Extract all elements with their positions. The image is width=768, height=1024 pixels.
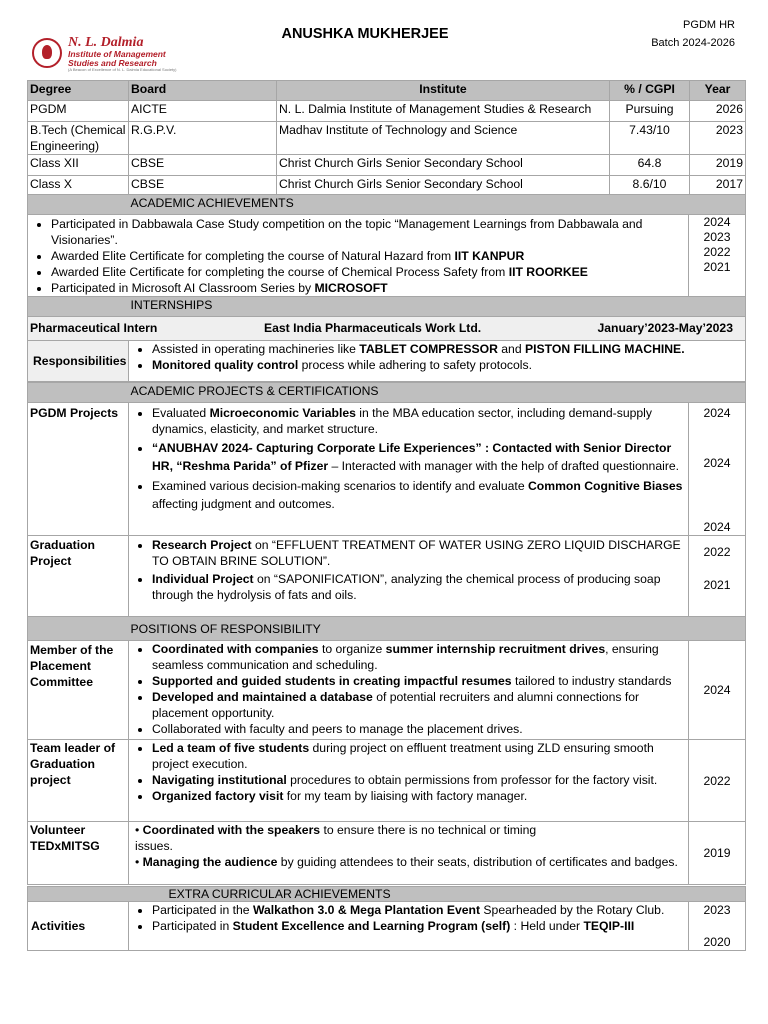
placement-list — [131, 641, 686, 737]
graduation-project-list — [131, 537, 686, 603]
pgdm-projects-cell — [129, 403, 689, 536]
col-score: % / CGPI — [610, 81, 690, 101]
year-label: 2022 — [703, 545, 731, 559]
year-label: 2024 — [703, 520, 731, 534]
team-leader-row — [28, 740, 746, 822]
activities-years — [689, 902, 746, 951]
internship-period: January’2023-May’2023 — [597, 321, 733, 335]
responsibilities-cell — [129, 341, 746, 382]
year-label: 2020 — [703, 935, 731, 949]
degree-cell: PGDM — [28, 101, 129, 122]
col-board: Board — [129, 81, 277, 101]
responsibilities-label: Responsibilities — [28, 341, 129, 382]
list-item: • Research Project on “EFFLUENT TREATMENT OF WATER USING ZERO LIQUID DISCHARGE TO OBTAIN BRINE SOLUTION”. — [152, 537, 686, 569]
institute-logo — [32, 35, 177, 72]
logo-title: N. L. Dalmia — [68, 35, 144, 50]
graduation-project-row — [28, 536, 746, 618]
board-cell: AICTE — [129, 101, 277, 122]
list-item: • Participated in Student Excellence and Learning Program (self) : Held under TEQIP-III — [152, 918, 686, 934]
flame-emblem-icon — [32, 38, 62, 68]
activities-row — [28, 902, 746, 951]
list-item: • Monitored quality control process while adhering to safety protocols. — [152, 357, 743, 373]
year-label: 2023 — [703, 903, 731, 917]
placement-year: 2024 — [689, 641, 746, 740]
batch-label: Batch 2024-2026 — [651, 37, 735, 49]
graduation-project-label: Graduation Project — [28, 536, 129, 618]
degree-cell: Class XII — [28, 155, 129, 176]
list-item: • Awarded Elite Certificate for completing the course of Natural Hazard from IIT KANPUR — [51, 248, 686, 264]
institute-cell: Christ Church Girls Senior Secondary School — [277, 155, 610, 176]
positions-table — [27, 616, 746, 885]
pgdm-projects-list — [131, 405, 686, 513]
internship-summary — [28, 317, 746, 341]
year-label: 2021 — [703, 260, 731, 274]
extra-curricular-title: EXTRA CURRICULAR ACHIEVEMENTS — [129, 887, 746, 902]
candidate-name: ANUSHKA MUKHERJEE — [281, 26, 449, 42]
responsibilities-list — [131, 341, 743, 373]
list-item: • Developed and maintained a database of potential recruiters and alumni connections for placement opportunity. — [152, 689, 686, 721]
academic-achievements-row — [28, 215, 746, 297]
placement-cell — [129, 641, 689, 740]
internships-table — [27, 296, 746, 382]
institute-cell: N. L. Dalmia Institute of Management Studies & Research — [277, 101, 610, 122]
pgdm-projects-label: PGDM Projects — [28, 403, 129, 536]
list-item: • Coordinated with companies to organize summer internship recruitment drives, ensuring seamless communication and scheduling. — [152, 641, 686, 673]
achievements-list — [30, 216, 686, 296]
list-item: • Participated in Dabbawala Case Study competition on the topic “Management Learnings from Dabbawala and Visionaries”. — [51, 216, 686, 248]
positions-title: POSITIONS OF RESPONSIBILITY — [129, 617, 746, 641]
academic-achievements-table — [27, 194, 746, 297]
internship-company: East India Pharmaceuticals Work Ltd. — [264, 321, 482, 335]
board-cell: R.G.P.V. — [129, 122, 277, 155]
resume-header — [0, 0, 768, 80]
year-cell: 2026 — [690, 101, 746, 122]
activities-label: Activities — [28, 902, 129, 951]
list-item: • Led a team of five students during project on effluent treatment using ZLD ensuring smooth project execution. — [152, 740, 686, 772]
volunteer-cell — [129, 822, 689, 885]
list-item: • Participated in the Walkathon 3.0 & Mega Plantation Event Spearheaded by the Rotary Club. — [152, 902, 686, 918]
team-leader-list — [131, 740, 686, 804]
section-header — [28, 297, 746, 317]
score-cell: 64.8 — [610, 155, 690, 176]
institute-cell: Madhav Institute of Technology and Science — [277, 122, 610, 155]
section-header — [28, 887, 746, 902]
year-label: 2023 — [703, 230, 731, 244]
education-table — [27, 80, 746, 197]
team-leader-cell — [129, 740, 689, 822]
internship-summary-row — [28, 317, 746, 341]
placement-row — [28, 641, 746, 740]
projects-table — [27, 382, 746, 618]
score-cell: 7.43/10 — [610, 122, 690, 155]
responsibilities-row — [28, 341, 746, 382]
team-leader-label: Team leader of Graduation project — [28, 740, 129, 822]
internship-role: Pharmaceutical Intern — [30, 321, 158, 335]
section-header — [28, 383, 746, 403]
extra-curricular-table — [27, 886, 746, 951]
year-label: 2024 — [703, 215, 731, 229]
education-header-row — [28, 81, 746, 101]
pgdm-projects-years — [689, 403, 746, 536]
table-row — [28, 122, 746, 155]
degree-cell: B.Tech (Chemical Engineering) — [28, 122, 129, 155]
internships-title: INTERNSHIPS — [129, 297, 746, 317]
section-header — [28, 195, 746, 215]
volunteer-label: Volunteer TEDxMITSG — [28, 822, 129, 885]
list-item: • Assisted in operating machineries like TABLET COMPRESSOR and PISTON FILLING MACHINE. — [152, 341, 743, 357]
score-cell: 8.6/10 — [610, 176, 690, 197]
col-degree: Degree — [28, 81, 129, 101]
list-item: • Organized factory visit for my team by liaising with factory manager. — [152, 788, 686, 804]
list-item: • Evaluated Microeconomic Variables in the MBA education sector, including demand-supply dynamics, elasticity, and market structure. — [152, 405, 686, 437]
year-label: 2024 — [703, 406, 731, 420]
board-cell: CBSE — [129, 176, 277, 197]
year-label: 2024 — [703, 456, 731, 470]
list-item: • Collaborated with faculty and peers to manage the placement drives. — [152, 721, 686, 737]
logo-tagline: (A Beacon of Excellence of N. L. Dalmia Educational Society) — [68, 67, 177, 72]
team-leader-year: 2022 — [689, 740, 746, 822]
degree-cell: Class X — [28, 176, 129, 197]
section-header — [28, 617, 746, 641]
list-item: • Examined various decision-making scenarios to identify and evaluate Common Cognitive Biases affecting judgment and outcomes. — [152, 477, 686, 513]
graduation-project-cell — [129, 536, 689, 618]
list-item: • Supported and guided students in creating impactful resumes tailored to industry standards — [152, 673, 686, 689]
year-label: 2022 — [703, 245, 731, 259]
year-cell: 2017 — [690, 176, 746, 197]
year-label: 2021 — [703, 578, 731, 592]
placement-label: Member of the Placement Committee — [28, 641, 129, 740]
col-institute: Institute — [277, 81, 610, 101]
list-item: • Navigating institutional procedures to obtain permissions from professor for the factory visit. — [152, 772, 686, 788]
institute-cell: Christ Church Girls Senior Secondary School — [277, 176, 610, 197]
activities-cell — [129, 902, 689, 951]
list-item: • “ANUBHAV 2024- Capturing Corporate Life Experiences” : Contacted with Senior Director HR, “Reshma Parida” of Pfizer – Interacted with manager with the help of drafted questionnaire. — [152, 439, 686, 475]
list-item: • Managing the audience by guiding attendees to their seats, distribution of certificates and badges. — [135, 855, 678, 869]
board-cell: CBSE — [129, 155, 277, 176]
academic-achievements-title: ACADEMIC ACHIEVEMENTS — [129, 195, 746, 215]
score-cell: Pursuing — [610, 101, 690, 122]
logo-subtitle: Institute of Management Studies and Research — [68, 49, 166, 68]
activities-list — [131, 902, 686, 934]
achievements-years — [689, 215, 746, 297]
volunteer-row — [28, 822, 746, 885]
list-item: • Individual Project on “SAPONIFICATION”, analyzing the chemical process of producing soap through the hydrolysis of fats and oils. — [152, 571, 686, 603]
table-row — [28, 155, 746, 176]
year-cell: 2019 — [690, 155, 746, 176]
table-row — [28, 101, 746, 122]
list-item: • Participated in Microsoft AI Classroom Series by MICROSOFT — [51, 280, 686, 296]
volunteer-year: 2019 — [689, 822, 746, 885]
list-item: • Coordinated with the speakers to ensure there is no technical or timing issues. — [135, 823, 537, 853]
list-item: • Awarded Elite Certificate for completing the course of Chemical Process Safety from IIT ROORKEE — [51, 264, 686, 280]
year-cell: 2023 — [690, 122, 746, 155]
pgdm-projects-row — [28, 403, 746, 536]
graduation-project-years — [689, 536, 746, 618]
achievements-list-cell — [28, 215, 689, 297]
projects-title: ACADEMIC PROJECTS & CERTIFICATIONS — [129, 383, 746, 403]
col-year: Year — [690, 81, 746, 101]
program-label: PGDM HR — [683, 19, 735, 31]
